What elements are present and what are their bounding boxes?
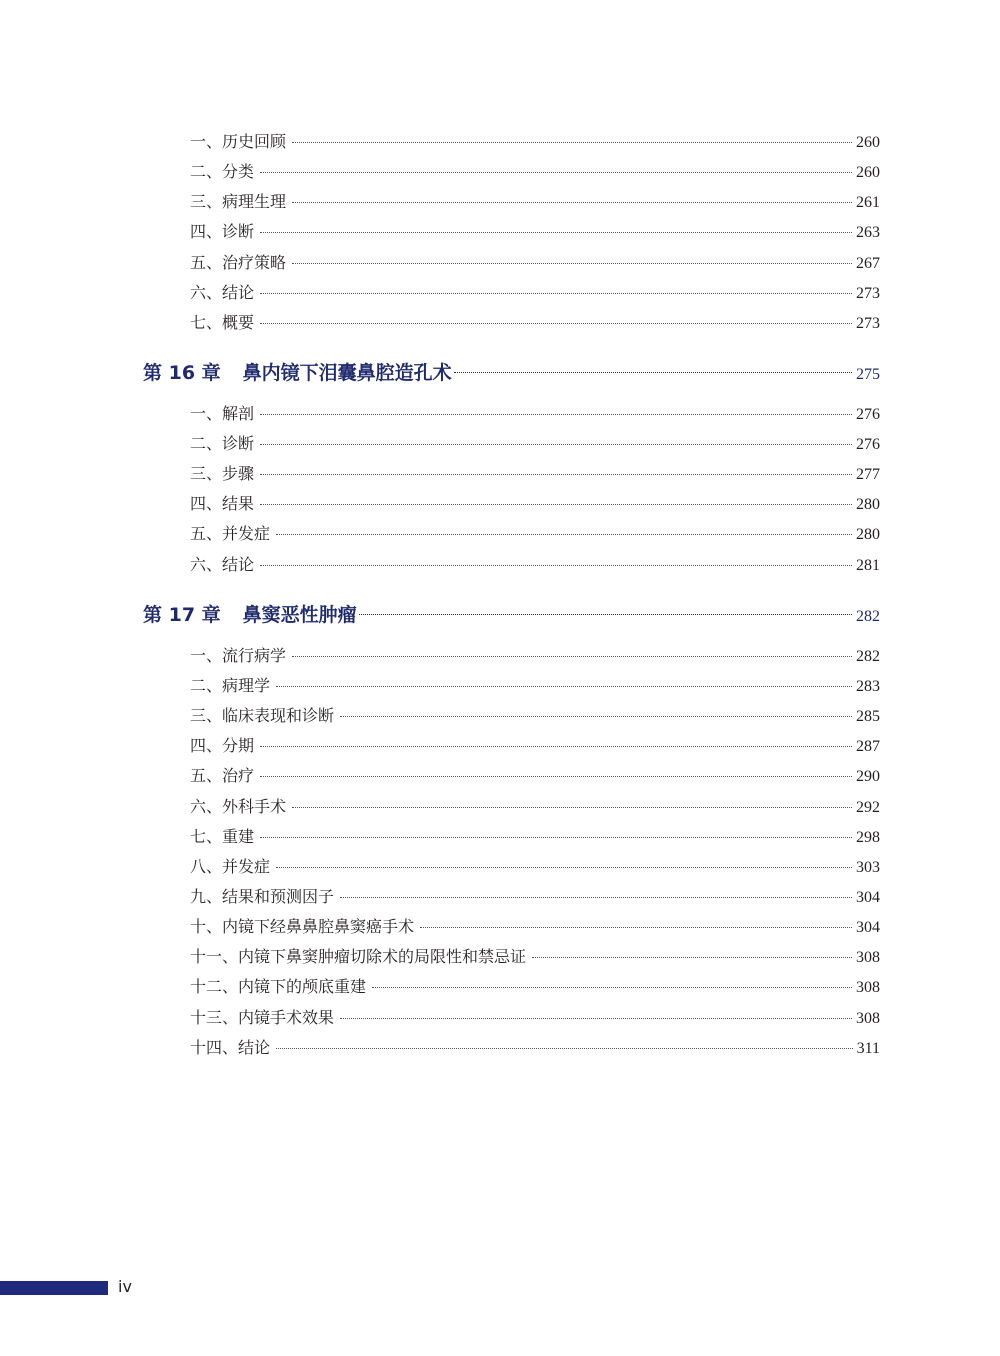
toc-entry-page: 290 <box>856 768 880 785</box>
toc-entry[interactable] <box>190 130 880 154</box>
toc-entry-page: 311 <box>856 1040 880 1057</box>
toc-entry-page: 280 <box>856 526 880 543</box>
page-number: iv <box>118 1277 132 1296</box>
toc-entry[interactable] <box>190 251 880 275</box>
toc-entry-label: 三、病理生理 <box>190 192 287 211</box>
dot-leader <box>260 565 852 566</box>
toc-entry-label: 二、诊断 <box>190 434 255 453</box>
dot-leader <box>292 656 852 657</box>
toc-entry-label: 五、并发症 <box>190 524 271 543</box>
toc-entry-label: 十二、内镜下的颅底重建 <box>190 977 367 996</box>
toc-entry-page: 308 <box>856 949 880 966</box>
dot-leader <box>292 202 852 203</box>
toc-entry-label: 六、外科手术 <box>190 797 287 816</box>
dot-leader <box>292 263 852 264</box>
dot-leader <box>260 323 852 324</box>
toc-entry-label: 三、步骤 <box>190 464 255 483</box>
toc-entry-label: 三、临床表现和诊断 <box>190 706 335 725</box>
chapter-number: 第 17 章 <box>143 604 221 626</box>
dot-leader <box>276 1048 853 1049</box>
toc-entry[interactable] <box>190 704 880 728</box>
toc-entry-page: 276 <box>856 436 880 453</box>
toc-entry[interactable] <box>190 492 880 516</box>
dot-leader <box>260 172 852 173</box>
toc-entry[interactable] <box>190 734 880 758</box>
toc-entry[interactable] <box>190 1006 880 1030</box>
toc-entry[interactable] <box>190 160 880 184</box>
dot-leader <box>372 987 852 988</box>
toc-entry[interactable] <box>190 915 880 939</box>
dot-leader <box>340 1018 852 1019</box>
dot-leader <box>260 837 852 838</box>
chapter-16-heading[interactable] <box>143 358 880 388</box>
toc-entry[interactable] <box>190 644 880 668</box>
toc-entry-label: 五、治疗策略 <box>190 253 287 272</box>
toc-entry-label: 十四、结论 <box>190 1038 271 1057</box>
toc-entry[interactable] <box>190 522 880 546</box>
dot-leader <box>260 776 852 777</box>
toc-entry-page: 280 <box>856 496 880 513</box>
toc-entry-page: 261 <box>856 194 880 211</box>
chapter-number: 第 16 章 <box>143 362 221 384</box>
toc-entry[interactable] <box>190 281 880 305</box>
toc-entry-page: 308 <box>856 1010 880 1027</box>
dot-leader <box>260 414 852 415</box>
dot-leader <box>260 232 852 233</box>
toc-entry-page: 260 <box>856 164 880 181</box>
dot-leader <box>292 807 852 808</box>
toc-entry-page: 285 <box>856 708 880 725</box>
dot-leader <box>276 534 852 535</box>
toc-entry-page: 303 <box>856 859 880 876</box>
toc-entry[interactable] <box>190 190 880 214</box>
toc-entry-label: 一、解剖 <box>190 404 255 423</box>
dot-leader <box>454 372 852 373</box>
dot-leader <box>260 746 852 747</box>
dot-leader <box>260 474 852 475</box>
toc-entry-page: 287 <box>856 738 880 755</box>
dot-leader <box>260 504 852 505</box>
toc-entry-page: 273 <box>856 315 880 332</box>
toc-entry-label: 五、治疗 <box>190 766 255 785</box>
toc-entry-page: 282 <box>856 648 880 665</box>
toc-entry-label: 六、结论 <box>190 283 255 302</box>
toc-entry-label: 十一、内镜下鼻窦肿瘤切除术的局限性和禁忌证 <box>190 947 527 966</box>
toc-entry-label: 四、诊断 <box>190 222 255 241</box>
dot-leader <box>260 444 852 445</box>
toc-entry-label: 六、结论 <box>190 555 255 574</box>
toc-entry-label: 七、概要 <box>190 313 255 332</box>
chapter-title: 鼻内镜下泪囊鼻腔造孔术 <box>242 362 452 384</box>
dot-leader <box>340 716 852 717</box>
toc-entry-page: 283 <box>856 678 880 695</box>
dot-leader <box>292 142 852 143</box>
toc-entry-page: 304 <box>856 919 880 936</box>
toc-entry-page: 260 <box>856 134 880 151</box>
dot-leader <box>276 686 852 687</box>
toc-entry-page: 277 <box>856 466 880 483</box>
toc-entry-label: 一、历史回顾 <box>190 132 287 151</box>
toc-entry-page: 298 <box>856 829 880 846</box>
toc-entry-label: 八、并发症 <box>190 857 271 876</box>
toc-entry[interactable] <box>190 220 880 244</box>
toc-entry[interactable] <box>190 855 880 879</box>
toc-entry-label: 四、分期 <box>190 736 255 755</box>
toc-entry-page: 292 <box>856 799 880 816</box>
dot-leader <box>532 957 852 958</box>
toc-entry-page: 304 <box>856 889 880 906</box>
dot-leader <box>359 614 852 615</box>
toc-entry-page: 276 <box>856 406 880 423</box>
toc-entry-label: 十三、内镜手术效果 <box>190 1008 335 1027</box>
toc-entry[interactable] <box>190 1036 880 1060</box>
toc-entry-page: 281 <box>856 557 880 574</box>
chapter-page: 275 <box>856 366 880 383</box>
toc-entry[interactable] <box>190 553 880 577</box>
toc-entry[interactable] <box>190 764 880 788</box>
toc-entry-label: 二、分类 <box>190 162 255 181</box>
dot-leader <box>420 927 852 928</box>
toc-entry-label: 十、内镜下经鼻鼻腔鼻窦癌手术 <box>190 917 415 936</box>
toc-entry[interactable] <box>190 885 880 909</box>
toc-entry-page: 267 <box>856 255 880 272</box>
dot-leader <box>260 293 852 294</box>
toc-entry[interactable] <box>190 311 880 335</box>
chapter-17-heading[interactable] <box>143 600 880 630</box>
toc-entry[interactable] <box>190 674 880 698</box>
toc-entry-label: 一、流行病学 <box>190 646 287 665</box>
toc-entry[interactable] <box>190 945 880 969</box>
toc-entry-page: 308 <box>856 979 880 996</box>
toc-entry-page: 263 <box>856 224 880 241</box>
toc-entry[interactable] <box>190 402 880 426</box>
toc-entry[interactable] <box>190 795 880 819</box>
toc-entry[interactable] <box>190 975 880 999</box>
toc-entry-label: 九、结果和预测因子 <box>190 887 335 906</box>
chapter-title: 鼻窦恶性肿瘤 <box>242 604 357 626</box>
dot-leader <box>340 897 852 898</box>
toc-entry-page: 273 <box>856 285 880 302</box>
toc-entry[interactable] <box>190 432 880 456</box>
dot-leader <box>276 867 852 868</box>
toc-entry-label: 四、结果 <box>190 494 255 513</box>
toc-entry-label: 七、重建 <box>190 827 255 846</box>
chapter-page: 282 <box>856 608 880 625</box>
toc-entry[interactable] <box>190 462 880 486</box>
footer-accent-bar <box>0 1281 108 1295</box>
toc-entry[interactable] <box>190 825 880 849</box>
toc-entry-label: 二、病理学 <box>190 676 271 695</box>
